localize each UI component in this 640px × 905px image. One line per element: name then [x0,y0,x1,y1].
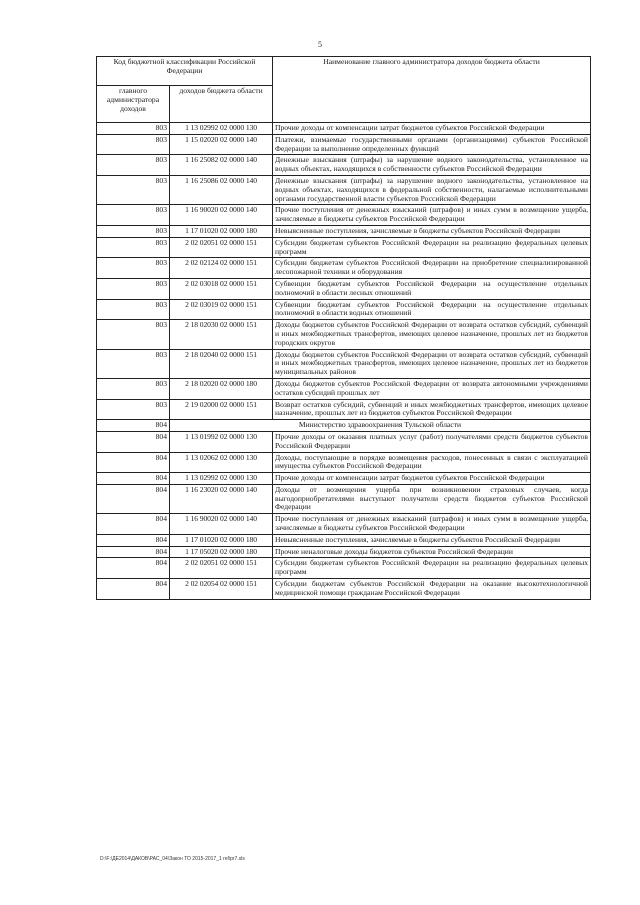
income-name-cell: Денежные взыскания (штрафы) за нарушение водного законодательства, установленное на водных объектах, находящихся в собственности субъектов Российской Федерации [273,155,591,176]
admin-code-cell: 804 [97,546,170,558]
table-row [97,175,591,204]
admin-code-cell: 803 [97,205,170,226]
admin-code-cell: 803 [97,320,170,349]
income-name-cell: Субвенции бюджетам субъектов Российской Федерации на осуществление отдельных полномочий в области водных отношений [273,299,591,320]
admin-code-cell: 803 [97,258,170,279]
income-name-cell: Доходы от возмещения ущерба при возникновении страховых случаев, когда выгодоприобретателями выступают получатели средств бюджетов субъектов Российской Федерации [273,484,591,513]
admin-code-cell: 804 [97,431,170,452]
income-code-cell: 1 16 90020 02 0000 140 [170,205,273,226]
admin-code-cell: 803 [97,299,170,320]
income-code-cell: 2 02 02051 02 0000 151 [170,237,273,258]
table-row [97,299,591,320]
income-code-cell: 2 02 03018 02 0000 151 [170,278,273,299]
income-name-cell: Прочие неналоговые доходы бюджетов субъектов Российской Федерации [273,546,591,558]
income-code-cell: 2 02 03019 02 0000 151 [170,299,273,320]
admin-code-cell: 803 [97,278,170,299]
income-name-cell: Денежные взыскания (штрафы) за нарушение водного законодательства, установленное на водных объектах, находящихся в федеральной собственности, налагаемые исполнительными органами государственной власти субъектов Российской Федерации [273,175,591,204]
table-row [97,205,591,226]
income-code-cell: 1 17 01020 02 0000 180 [170,225,273,237]
admin-code-cell: 804 [97,420,170,432]
income-code-cell: 1 16 23020 02 0000 140 [170,484,273,513]
admin-code-cell: 803 [97,123,170,135]
table-row [97,134,591,155]
admin-name-header: Наименование главного администратора доходов бюджета области [273,57,591,123]
income-name-cell: Субсидии бюджетам субъектов Российской Федерации на приобретение специализированной лесопожарной техники и оборудования [273,258,591,279]
table-row [97,155,591,176]
income-code-cell: 2 18 02040 02 0000 151 [170,349,273,378]
admin-code-cell: 804 [97,484,170,513]
income-code-cell: 1 13 01992 02 0000 130 [170,431,273,452]
income-name-cell: Субвенции бюджетам субъектов Российской Федерации на осуществление отдельных полномочий в области лесных отношений [273,278,591,299]
admin-code-cell: 803 [97,225,170,237]
income-name-cell: Субсидии бюджетам субъектов Российской Федерации на реализацию федеральных целевых программ [273,237,591,258]
income-code-cell: 1 16 90020 02 0000 140 [170,514,273,535]
table-row [97,378,591,399]
admin-code-cell: 804 [97,558,170,579]
income-name-cell: Доходы, поступающие в порядке возмещения расходов, понесенных в связи с эксплуатацией имущества субъектов Российской Федерации [273,452,591,473]
admin-code-cell: 803 [97,349,170,378]
income-code-cell: 2 18 02020 02 0000 180 [170,378,273,399]
table-row [97,484,591,513]
income-name-cell: Возврат остатков субсидий, субвенций и иных межбюджетных трансфертов, имеющих целевое назначение, прошлых лет из бюджетов субъектов Российской Федерации [273,399,591,420]
admin-code-cell: 803 [97,175,170,204]
income-name-cell: Прочие доходы от оказания платных услуг (работ) получателями средств бюджетов субъектов Российской Федерации [273,431,591,452]
table-row [97,399,591,420]
table-row [97,473,591,485]
table-row [97,514,591,535]
income-code-cell: 1 13 02062 02 0000 130 [170,452,273,473]
table-row [97,579,591,600]
budget-income-table [96,56,591,600]
admin-code-cell: 804 [97,534,170,546]
admin-code-cell: 804 [97,452,170,473]
file-path-footer: D:\F:\ДЕ2014\ДАКОВ\РАС_04\Закон ТО 2015-2017_1 rel\pr7.xls [100,856,245,862]
admin-code-cell: 803 [97,237,170,258]
main-admin-header: главного администратора доходов [97,86,170,123]
income-name-cell: Доходы бюджетов субъектов Российской Федерации от возврата автономными учреждениями остатков субсидий прошлых лет [273,378,591,399]
income-code-cell: 1 17 05020 02 0000 180 [170,546,273,558]
income-code-cell: 1 17 01020 02 0000 180 [170,534,273,546]
income-code-cell: 2 18 02030 02 0000 151 [170,320,273,349]
table-row [97,258,591,279]
table-row [97,237,591,258]
income-code-cell: 1 16 25086 02 0000 140 [170,175,273,204]
admin-code-cell: 804 [97,473,170,485]
ministry-title: Министерство здравоохранения Тульской области [170,420,591,432]
income-name-cell: Прочие поступления от денежных взысканий (штрафов) и иных сумм в возмещение ущерба, зачисляемые в бюджеты субъектов Российской Федерации [273,514,591,535]
admin-code-cell: 804 [97,579,170,600]
table-row [97,534,591,546]
table-row [97,123,591,135]
table-body [97,123,591,600]
table-row [97,349,591,378]
income-name-cell: Прочие доходы от компенсации затрат бюджетов субъектов Российской Федерации [273,123,591,135]
admin-code-cell: 803 [97,155,170,176]
table-row [97,225,591,237]
income-code-cell: 1 13 02992 02 0000 130 [170,123,273,135]
income-code-cell: 1 15 02020 02 0000 140 [170,134,273,155]
table-row [97,546,591,558]
admin-code-cell: 804 [97,514,170,535]
income-name-cell: Прочие поступления от денежных взысканий (штрафов) и иных сумм в возмещение ущерба, зачисляемые в бюджеты субъектов Российской Федерации [273,205,591,226]
table-row [97,452,591,473]
income-name-cell: Невыясненные поступления, зачисляемые в бюджеты субъектов Российской Федерации [273,225,591,237]
bk-code-header: Код бюджетной классификации Российской Федерации [97,57,273,86]
income-code-cell: 1 13 02992 02 0000 130 [170,473,273,485]
budget-income-header: доходов бюджета области [170,86,273,123]
page-number: 5 [318,40,322,49]
income-name-cell: Доходы бюджетов субъектов Российской Федерации от возврата остатков субсидий, субвенций и иных межбюджетных трансфертов, имеющих целевое назначение, прошлых лет из бюджетов муниципальных районов [273,349,591,378]
table-row [97,431,591,452]
income-name-cell: Невыясненные поступления, зачисляемые в бюджеты субъектов Российской Федерации [273,534,591,546]
income-code-cell: 2 02 02054 02 0000 151 [170,579,273,600]
table-row [97,278,591,299]
admin-code-cell: 803 [97,378,170,399]
income-name-cell: Прочие доходы от компенсации затрат бюджетов субъектов Российской Федерации [273,473,591,485]
income-code-cell: 1 16 25082 02 0000 140 [170,155,273,176]
income-code-cell: 2 19 02000 02 0000 151 [170,399,273,420]
income-code-cell: 2 02 02051 02 0000 151 [170,558,273,579]
income-name-cell: Платежи, взимаемые государственными органами (организациями) субъектов Российской Федерации за выполнение определенных функций [273,134,591,155]
table-row [97,320,591,349]
ministry-row [97,420,591,432]
income-name-cell: Субсидии бюджетам субъектов Российской Федерации на реализацию федеральных целевых программ [273,558,591,579]
income-code-cell: 2 02 02124 02 0000 151 [170,258,273,279]
income-name-cell: Доходы бюджетов субъектов Российской Федерации от возврата остатков субсидий, субвенций и иных межбюджетных трансфертов, имеющих целевое назначение, прошлых лет из бюджетов городских округов [273,320,591,349]
admin-code-cell: 803 [97,134,170,155]
admin-code-cell: 803 [97,399,170,420]
income-name-cell: Субсидии бюджетам субъектов Российской Федерации на оказание высокотехнологичной медицинской помощи гражданам Российской Федерации [273,579,591,600]
table-row [97,558,591,579]
